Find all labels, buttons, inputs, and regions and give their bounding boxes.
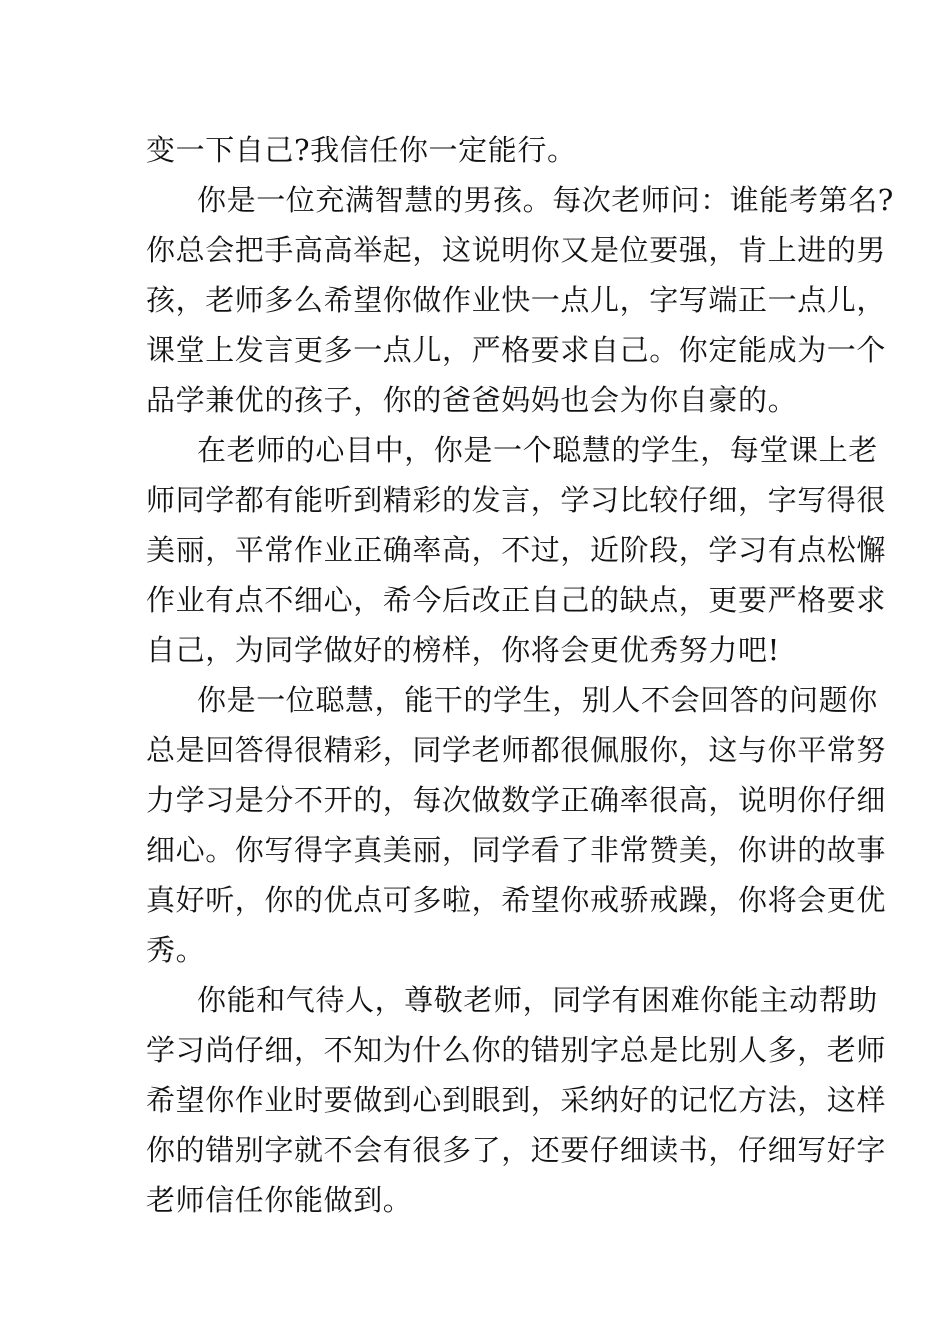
text-line: 秀。 bbox=[146, 933, 206, 967]
text-line: 老师信任你能做到。 bbox=[146, 1183, 413, 1217]
text-line: 自己，为同学做好的榜样，你将会更优秀努力吧! bbox=[146, 633, 780, 667]
text-line: 你总会把手高高举起，这说明你又是位要强，肯上进的男 bbox=[146, 233, 887, 267]
text-line: 希望你作业时要做到心到眼到，采纳好的记忆方法，这样 bbox=[146, 1083, 887, 1117]
text-line: 美丽，平常作业正确率高，不过，近阶段，学习有点松懈 bbox=[146, 533, 887, 567]
text-line: 课堂上发言更多一点儿，严格要求自己。你定能成为一个 bbox=[146, 333, 887, 367]
text-line: 细心。你写得字真美丽，同学看了非常赞美，你讲的故事 bbox=[146, 833, 887, 867]
paragraph-first-line: 你能和气待人，尊敬老师，同学有困难你能主动帮助 bbox=[197, 983, 878, 1017]
text-line: 变一下自己?我信任你一定能行。 bbox=[146, 133, 577, 167]
paragraph-first-line: 你是一位充满智慧的男孩。每次老师问：谁能考第名? bbox=[197, 183, 894, 217]
text-line: 你的错别字就不会有很多了，还要仔细读书，仔细写好字 bbox=[146, 1133, 887, 1167]
paragraph-first-line: 在老师的心目中，你是一个聪慧的学生，每堂课上老 bbox=[197, 433, 878, 467]
text-line: 师同学都有能听到精彩的发言，学习比较仔细，字写得很 bbox=[146, 483, 887, 517]
text-line: 孩，老师多么希望你做作业快一点儿，字写端正一点儿， bbox=[146, 283, 887, 317]
text-line: 总是回答得很精彩，同学老师都很佩服你，这与你平常努 bbox=[146, 733, 887, 767]
text-line: 作业有点不细心，希今后改正自己的缺点，更要严格要求 bbox=[146, 583, 887, 617]
text-line: 学习尚仔细，不知为什么你的错别字总是比别人多，老师 bbox=[146, 1033, 887, 1067]
text-line: 真好听，你的优点可多啦，希望你戒骄戒躁，你将会更优 bbox=[146, 883, 887, 917]
text-line: 力学习是分不开的，每次做数学正确率很高，说明你仔细 bbox=[146, 783, 887, 817]
text-line: 品学兼优的孩子，你的爸爸妈妈也会为你自豪的。 bbox=[146, 383, 798, 417]
paragraph-first-line: 你是一位聪慧，能干的学生，别人不会回答的问题你 bbox=[197, 683, 878, 717]
